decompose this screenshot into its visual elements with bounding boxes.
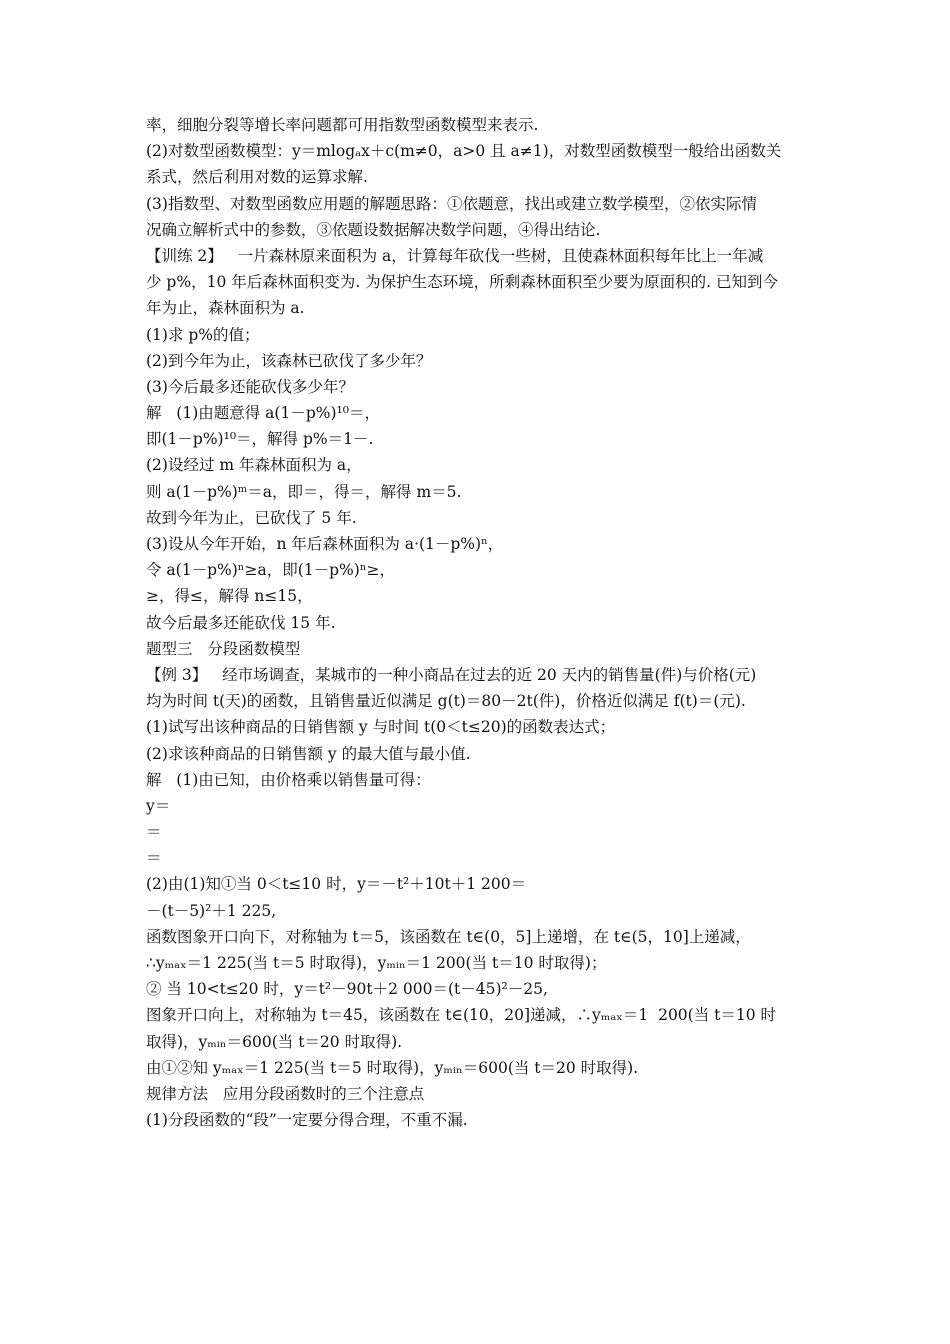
question-item: (2)到今年为止，该森林已砍伐了多少年？ [146, 351, 432, 370]
solution-line: ≥，得≤，解得 n≤15， [146, 587, 313, 606]
solution-line: 令 a(1－p%)ⁿ≥a，即(1－p%)ⁿ≥， [146, 561, 396, 580]
example-heading: 【例 3】 经市场调查，某城市的一种小商品在过去的近 20 天内的销售量(件)与价格(元) [146, 665, 757, 684]
question-item: (3)今后最多还能砍伐多少年？ [146, 377, 354, 396]
text-line: (2)对数型函数模型：y＝mlogₐx＋c(m≠0，a>0 且 a≠1)，对数型函数模型一般给出函数关 [146, 142, 782, 161]
text-line: 均为时间 t(天)的函数，且销售量近似满足 g(t)＝80－2t(件)，价格近似满足 f(t)＝(元). [146, 692, 746, 711]
solution-line: ＝ [146, 849, 162, 868]
solution-line: ∴yₘₐₓ＝1 225(当 t＝5 时取得)，yₘᵢₙ＝1 200(当 t＝10 时取得)； [146, 954, 607, 972]
solution-line: (2)设经过 m 年森林面积为 a， [146, 456, 362, 475]
solution-line: 故到今年为止，已砍伐了 5 年. [146, 508, 357, 527]
solution-line: 则 a(1－p%)ᵐ＝a，即＝，得＝，解得 m＝5. [146, 482, 462, 501]
text-line: 率，细胞分裂等增长率问题都可用指数型函数模型来表示. [146, 116, 539, 134]
method-heading: 规律方法 应用分段函数时的三个注意点 [146, 1084, 425, 1103]
solution-line: 由①②知 yₘₐₓ＝1 225(当 t＝5 时取得)，yₘᵢₙ＝600(当 t＝20 时取得). [146, 1058, 639, 1077]
solution-line: (2)由(1)知①当 0＜t≤10 时，y＝－t²＋10t＋1 200＝ [146, 875, 527, 894]
solution-line: －(t－5)²＋1 225, [146, 901, 277, 920]
solution-line: 取得)，yₘᵢₙ＝600(当 t＝20 时取得). [146, 1032, 403, 1051]
section-heading: 题型三 分段函数模型 [146, 639, 301, 658]
solution-line: 即(1－p%)¹⁰＝，解得 p%＝1－. [146, 430, 374, 449]
text-line: 系式，然后利用对数的运算求解. [146, 168, 368, 187]
text-line: 况确立解析式中的参数，③依题设数据解决数学问题，④得出结论. [146, 220, 601, 239]
text-line: (1)分段函数的“段”一定要分得合理，不重不漏. [146, 1111, 468, 1130]
text-line: 少 p%，10 年后森林面积变为. 为保护生态环境，所剩森林面积至少要为原面积的. 已知到今 [146, 273, 778, 292]
solution-line: 函数图象开口向下，对称轴为 t＝5，该函数在 t∈(0，5]上递增，在 t∈(5，10]上递减， [146, 927, 751, 946]
question-item: (2)求该种商品的日销售额 y 的最大值与最小值. [146, 744, 471, 763]
solution-line: y＝ [146, 796, 171, 815]
text-line: (3)指数型、对数型函数应用题的解题思路：①依题意，找出或建立数学模型，②依实际情 [146, 194, 757, 213]
document-page [146, 112, 814, 1133]
question-item: (1)求 p%的值； [146, 325, 260, 344]
solution-line: 解 (1)由已知，由价格乘以销售量可得： [146, 770, 431, 789]
exercise-heading: 【训练 2】 一片森林原来面积为 a，计算每年砍伐一些树，且使森林面积每年比上一年减 [146, 246, 764, 265]
text-line: 年为止，森林面积为 a. [146, 299, 305, 318]
solution-line: 故今后最多还能砍伐 15 年. [146, 613, 336, 632]
solution-line: ② 当 10<t≤20 时，y＝t²－90t＋2 000＝(t－45)²－25, [146, 980, 548, 999]
solution-line: ＝ [146, 823, 162, 842]
solution-line: 图象开口向上，对称轴为 t＝45，该函数在 t∈(10，20]递减，∴yₘₐₓ＝1 200(当 t＝10 时 [146, 1006, 777, 1025]
solution-line: (3)设从今年开始，n 年后森林面积为 a·(1－p%)ⁿ， [146, 535, 504, 553]
solution-line: 解 (1)由题意得 a(1－p%)¹⁰＝， [146, 404, 380, 423]
question-item: (1)试写出该种商品的日销售额 y 与时间 t(0＜t≤20)的函数表达式； [146, 718, 616, 737]
